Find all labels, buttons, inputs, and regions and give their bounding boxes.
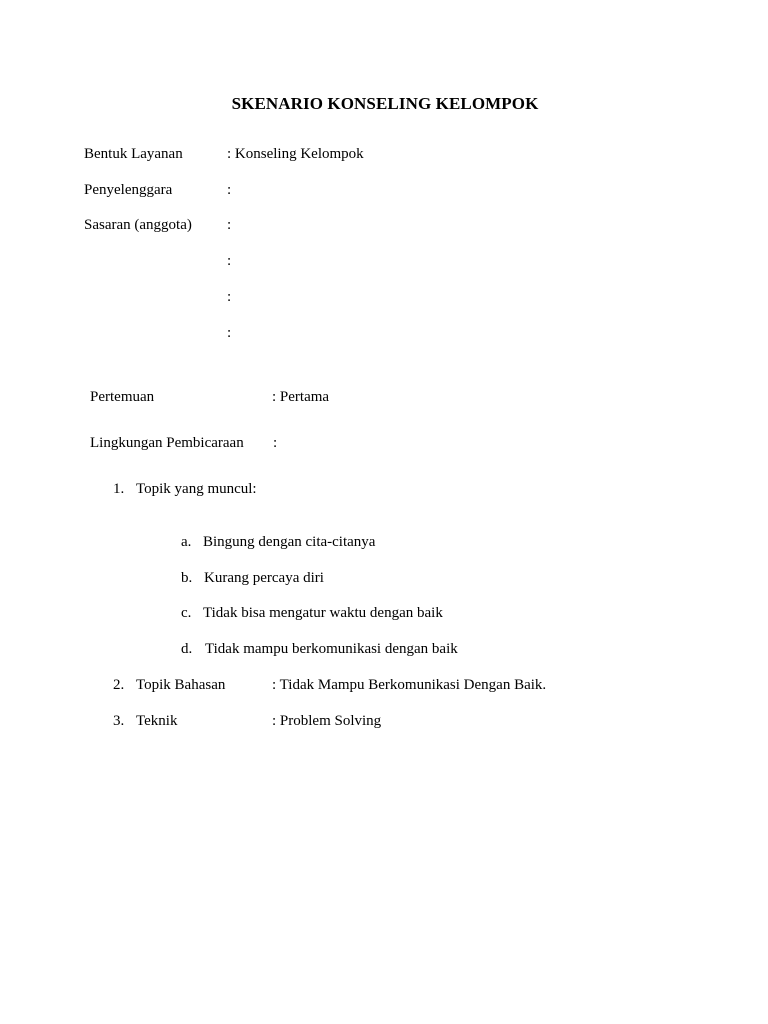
- meeting-value: : Pertama: [272, 389, 330, 405]
- list-number-1: 1.: [113, 481, 125, 497]
- field-label-bentuk-layanan: Bentuk Layanan: [84, 146, 183, 162]
- topic-label-2: Topik Bahasan: [136, 677, 226, 693]
- field-value-penyelenggara: :: [227, 182, 232, 198]
- topic-label-1: Topik yang muncul:: [136, 481, 257, 497]
- subitem-letter-a: a.: [181, 534, 192, 550]
- field-value-sasaran-2: :: [227, 253, 232, 269]
- subitem-letter-c: c.: [181, 605, 192, 621]
- environment-value: :: [273, 435, 278, 451]
- subitem-text-d: Tidak mampu berkomunikasi dengan baik: [205, 641, 458, 657]
- meeting-label: Pertemuan: [90, 389, 155, 405]
- page-title: SKENARIO KONSELING KELOMPOK: [231, 94, 539, 113]
- field-value-bentuk-layanan: : Konseling Kelompok: [227, 146, 364, 162]
- environment-label: Lingkungan Pembicaraan: [90, 435, 244, 451]
- field-value-sasaran: :: [227, 217, 232, 233]
- subitem-letter-d: d.: [181, 641, 193, 657]
- field-label-penyelenggara: Penyelenggara: [84, 182, 173, 198]
- topic-value-2: : Tidak Mampu Berkomunikasi Dengan Baik.: [272, 677, 547, 693]
- subitem-text-b: Kurang percaya diri: [204, 570, 324, 586]
- field-label-sasaran: Sasaran (anggota): [84, 217, 192, 233]
- subitem-letter-b: b.: [181, 570, 193, 586]
- field-value-sasaran-4: :: [227, 325, 232, 341]
- field-value-sasaran-3: :: [227, 289, 232, 305]
- list-number-2: 2.: [113, 677, 125, 693]
- list-number-3: 3.: [113, 713, 125, 729]
- topic-label-3: Teknik: [136, 713, 178, 729]
- subitem-text-a: Bingung dengan cita-citanya: [203, 534, 376, 550]
- topic-value-3: : Problem Solving: [272, 713, 382, 729]
- subitem-text-c: Tidak bisa mengatur waktu dengan baik: [203, 605, 443, 621]
